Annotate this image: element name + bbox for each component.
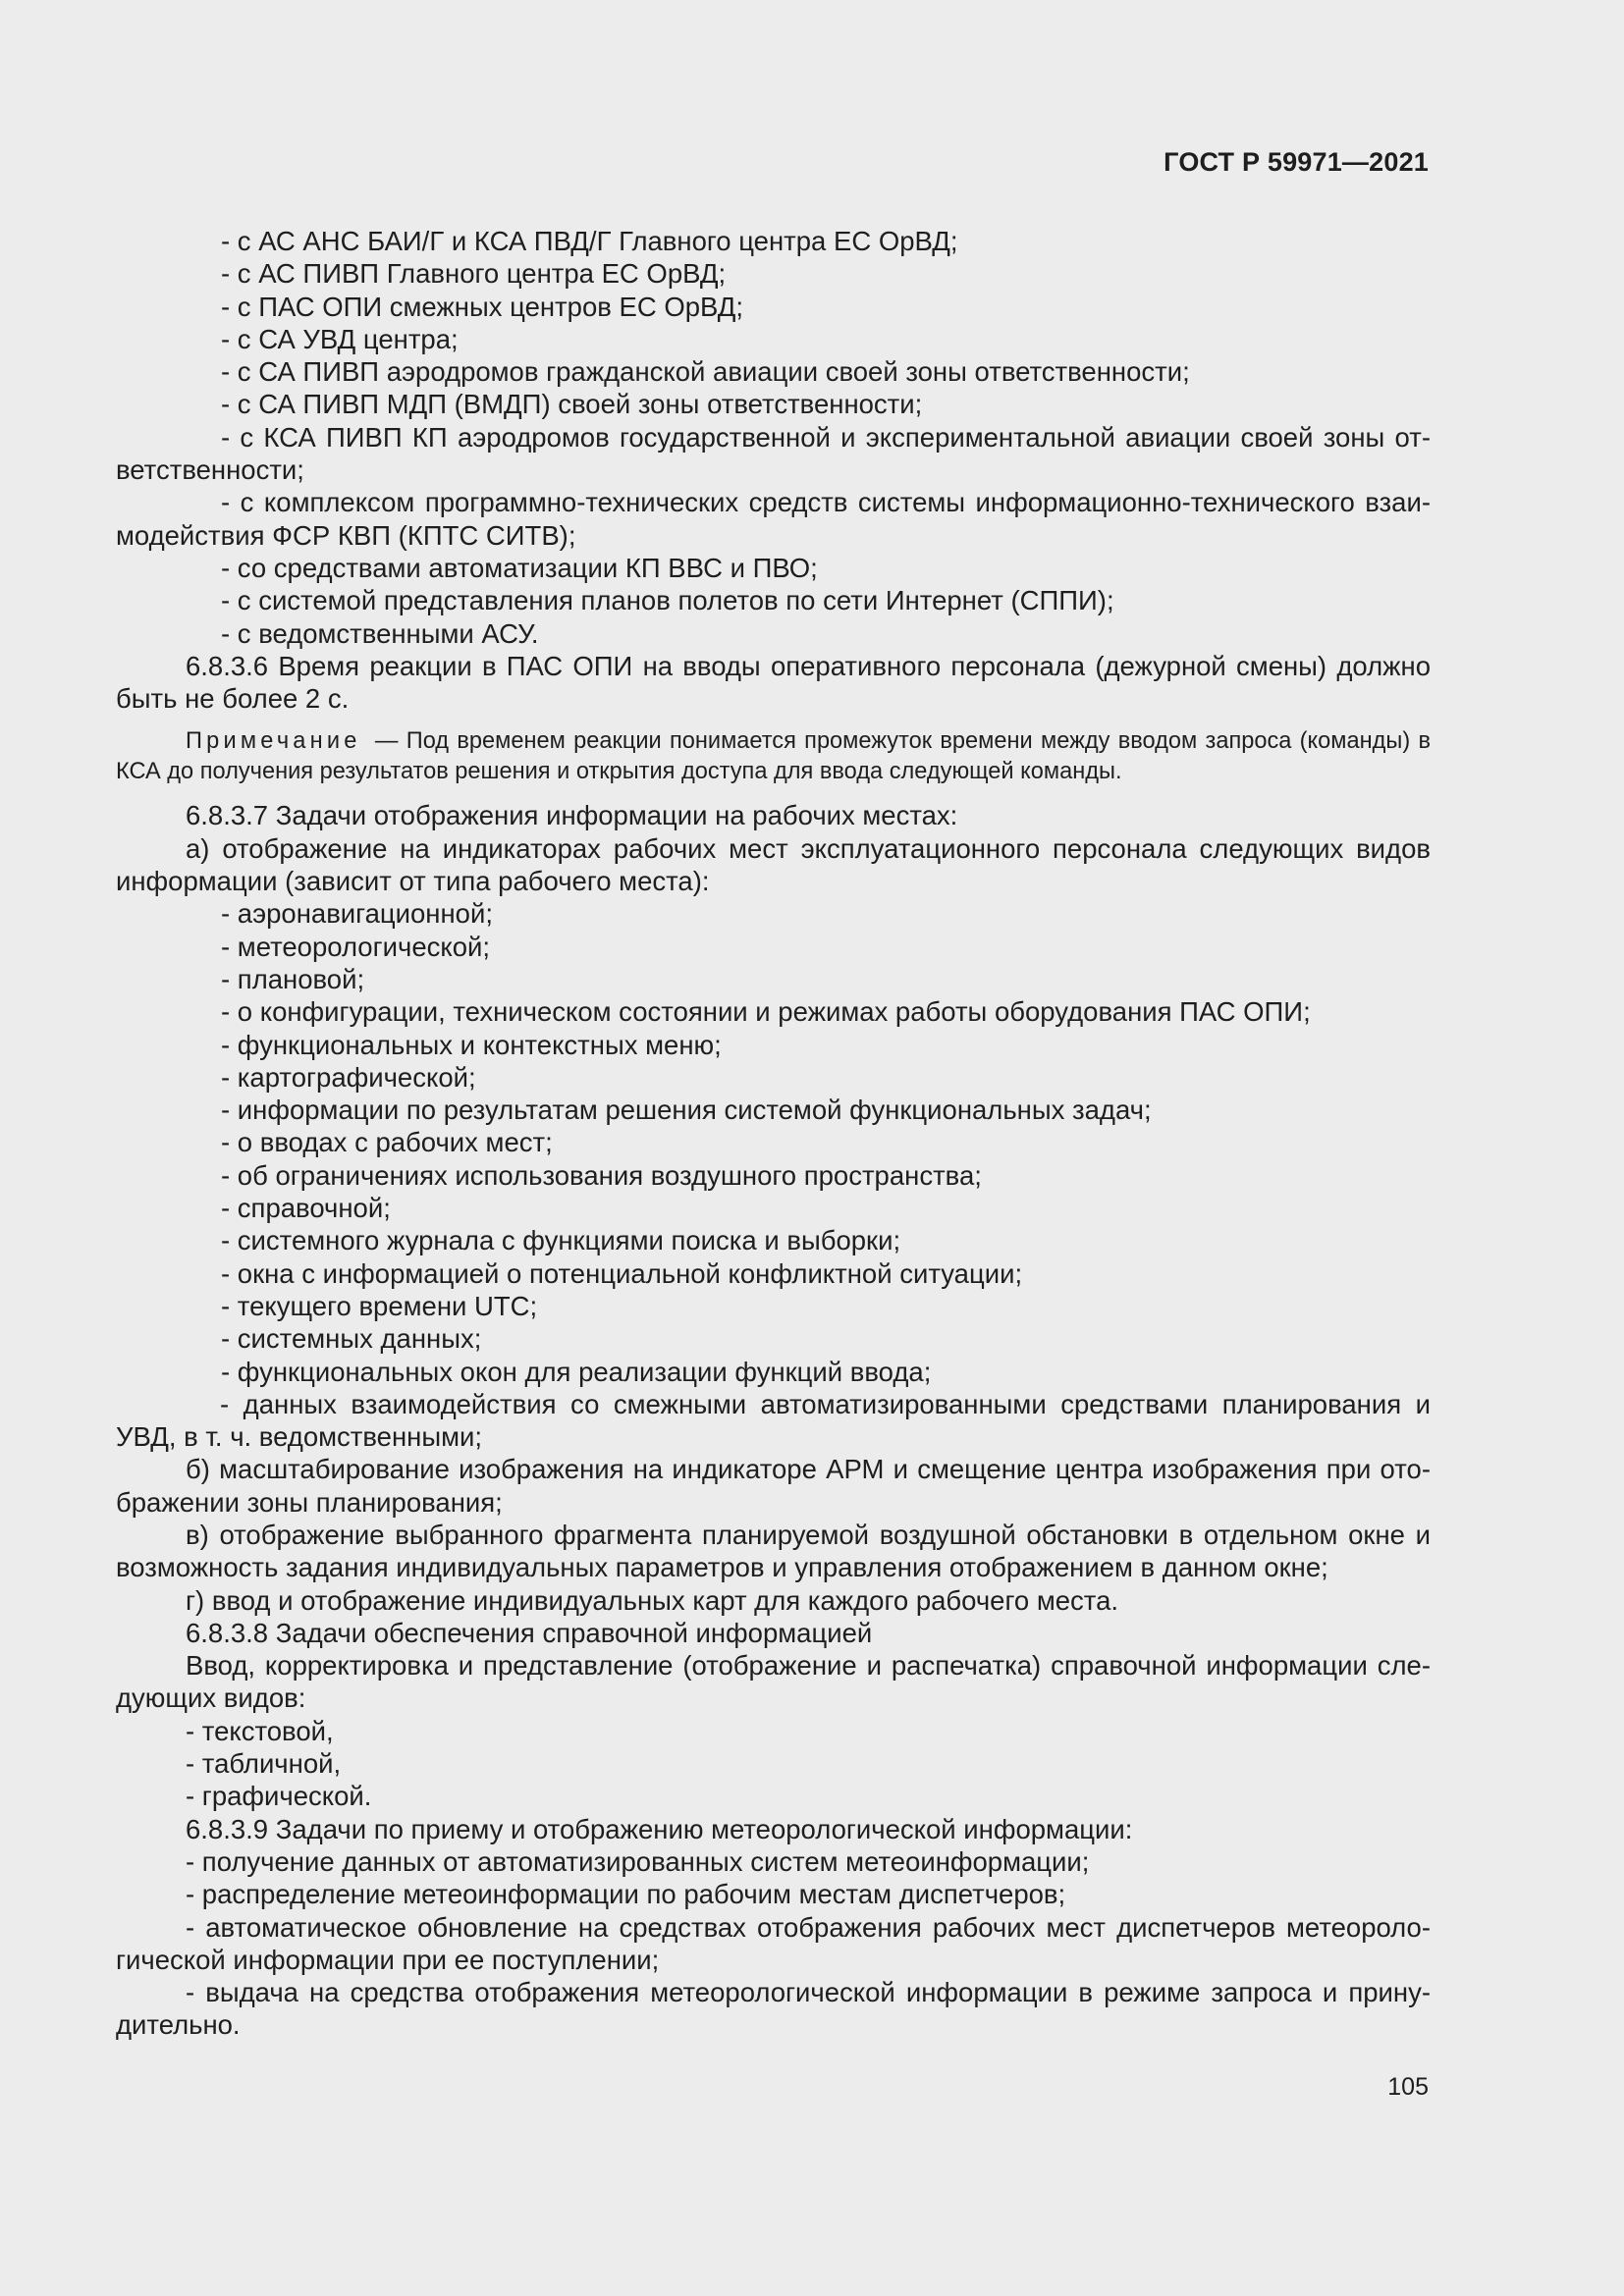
text-line: - системного журнала с функциями поиска и выборки;: [221, 1225, 901, 1256]
text-line: а) отображение на индикаторах рабочих мест эксплуатационного персонала следующих видов информации (зависит от типа рабочего места):: [116, 832, 1431, 897]
text-line: - текстовой,: [186, 1715, 334, 1746]
text-line: - с СА ПИВП аэродромов гражданской авиации своей зоны ответственности;: [221, 356, 1190, 388]
interface-list: [116, 225, 1431, 715]
text-line: - с КСА ПИВП КП аэродромов государственной и экспериментальной авиации своей зоны ответственности;: [116, 421, 1431, 486]
text-line: - получение данных от автоматизированных систем метеоинформации;: [186, 1845, 1090, 1877]
document-body: [116, 225, 1431, 2042]
note: [116, 726, 1431, 787]
text-line: - функциональных окон для реализации функций ввода;: [221, 1356, 932, 1387]
text-line: - об ограничениях использования воздушного пространства;: [221, 1159, 982, 1191]
text-line: - плановой;: [221, 963, 365, 994]
text-line: - распределение метеоинформации по рабочим местам диспетчеров;: [186, 1879, 1066, 1910]
text-line: - с комплексом программно-технических средств системы информационно-технического взаимодействия ФСР КВП (КПТС СИТВ);: [116, 487, 1431, 551]
text-line: Ввод, корректировка и представление (отображение и распечатка) справочной информации следующих видов:: [116, 1650, 1431, 1714]
text-line: - о вводах с рабочих мест;: [221, 1127, 553, 1158]
text-line: - с системой представления планов полетов по сети Интернет (СППИ);: [221, 585, 1114, 616]
note-label: Примечание: [186, 728, 361, 755]
text-line: г) ввод и отображение индивидуальных карт для каждого рабочего места.: [186, 1584, 1119, 1616]
text-line: 6.8.3.8 Задачи обеспечения справочной информацией: [186, 1617, 873, 1648]
text-line: - с СА УВД центра;: [221, 323, 459, 354]
text-line: - с ведомственными АСУ.: [221, 617, 539, 649]
text-line: - метеорологической;: [221, 931, 490, 962]
text-line: - окна с информацией о потенциальной конфликтной ситуации;: [221, 1257, 1023, 1289]
text-line: - автоматическое обновление на средствах отображения рабочих мест диспетчеров метеорологической информации при ее поступлении;: [116, 1911, 1431, 1975]
text-line: - с АС ПИВП Главного центра ЕС ОрВД;: [221, 258, 727, 290]
note-text: — Под временем реакции понимается промежуток времени между вводом запроса (команды) в КСА до получения результатов решения и открытия доступа для ввода следующей команды.: [116, 728, 1432, 785]
text-line: в) отображение выбранного фрагмента планируемой воздушной обстановки в отдельном окне и возможность задания индивидуальных параметров и управления отображением в данном окне;: [116, 1519, 1431, 1583]
text-line: б) масштабирование изображения на индикаторе АРМ и смещение центра изображения при отображении зоны планирования;: [116, 1454, 1431, 1518]
text-line: 6.8.3.7 Задачи отображения информации на рабочих местах:: [186, 800, 958, 831]
document-designation: ГОСТ Р 59971—2021: [1164, 147, 1429, 177]
text-line: - аэронавигационной;: [221, 898, 493, 930]
text-line: - данных взаимодействия со смежными автоматизированными средствами планирования и УВД, в т. ч. ведомственными;: [116, 1388, 1431, 1453]
text-line: - с ПАС ОПИ смежных центров ЕС ОрВД;: [221, 291, 744, 322]
text-line: - графической.: [186, 1781, 372, 1812]
text-line: - картографической;: [221, 1061, 476, 1093]
text-line: - со средствами автоматизации КП ВВС и ПВО;: [221, 552, 818, 583]
text-line: - с АС АНС БАИ/Г и КСА ПВД/Г Главного центра ЕС ОрВД;: [221, 226, 958, 256]
text-line: 6.8.3.9 Задачи по приему и отображению метеорологической информации:: [186, 1813, 1133, 1844]
text-line: - информации по результатам решения системой функциональных задач;: [221, 1095, 1152, 1126]
text-line: - текущего времени UTC;: [221, 1290, 538, 1321]
display-tasks-section: [116, 799, 1431, 2041]
text-line: - системных данных;: [221, 1323, 482, 1355]
text-line: - о конфигурации, техническом состоянии и режимах работы оборудования ПАС ОПИ;: [221, 996, 1311, 1028]
page-number: 105: [1387, 2073, 1429, 2101]
text-line: - функциональных и контекстных меню;: [221, 1029, 722, 1060]
text-line: 6.8.3.6 Время реакции в ПАС ОПИ на вводы оперативного персонала (дежурной смены) должно быть не более 2 с.: [116, 650, 1431, 715]
text-line: - табличной,: [186, 1748, 342, 1780]
text-line: - выдача на средства отображения метеорологической информации в режиме запроса и принудительно.: [116, 1977, 1431, 2041]
text-line: - с СА ПИВП МДП (ВМДП) своей зоны ответственности;: [221, 389, 923, 420]
text-line: - справочной;: [221, 1193, 391, 1224]
